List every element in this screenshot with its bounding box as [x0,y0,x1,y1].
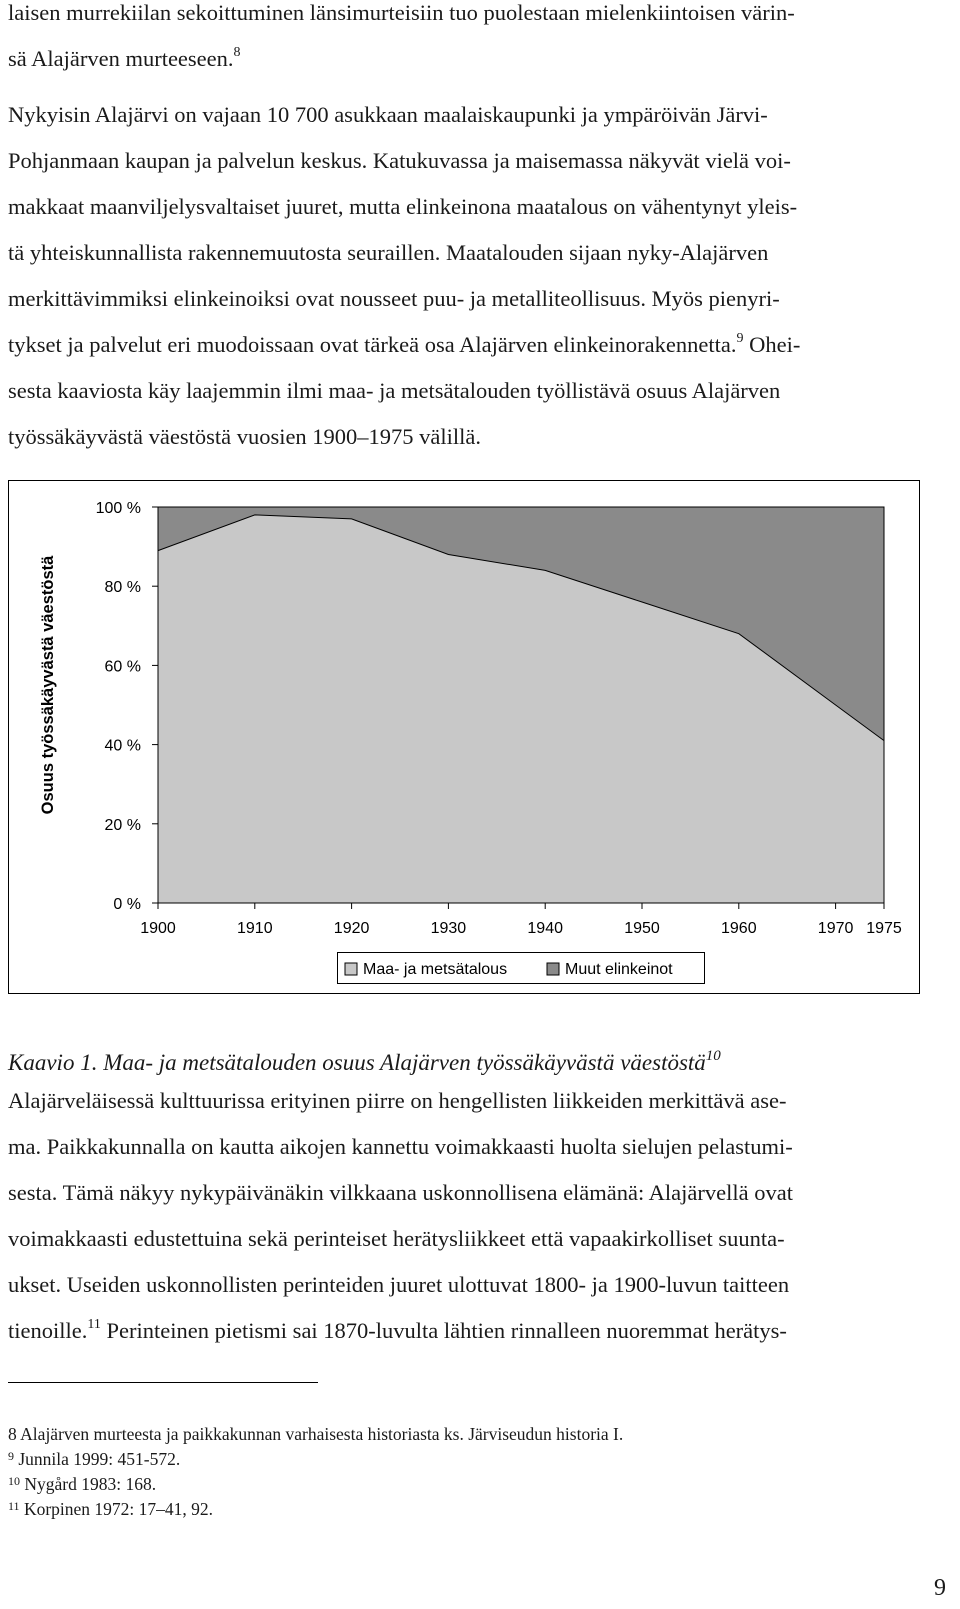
text-line: tä yhteiskunnallista rakennemuutosta seuraillen. Maatalouden sijaan nyky-Alajärven [8,240,769,265]
x-tick-label: 1950 [624,920,660,937]
x-tick-label: 1920 [333,920,370,937]
y-tick-label: 40 % [104,737,141,755]
footnote-11: $^{11}$ Korpinen 1972: 17–41, 92. [8,1499,214,1519]
paragraph-1 [8,0,934,82]
x-tick-label: 1900 [140,920,176,937]
footnote-8: 8 Alajärven murteesta ja paikkakunnan varhaisesta historiasta ks. Järviseudun historia I. [8,1424,624,1444]
footnote-ref: 9 [736,331,744,346]
text-line: sesta. Tämä näkyy nykypäivänäkin vilkkaana uskonnollisena elämänä: Alajärvellä ovat [8,1180,793,1205]
text-line: ma. Paikkakunnalla on kautta aikojen kannettu voimakkaasti huolta sielujen pelastumi- [8,1134,793,1159]
text-line: makkaat maanviljelysvaltaiset juuret, mutta elinkeinona maatalous on vähentynyt yleis- [8,194,798,219]
text-line: työssäkäyvästä väestöstä vuosien 1900–1975 välillä. [8,424,482,449]
text-line: tienoille.$^{11}$ Perinteinen pietismi sai 1870-luvulta lähtien rinnalleen nuoremmat herätys- [8,1317,787,1343]
text-line: merkittävimmiksi elinkeinoiksi ovat nousseet puu- ja metalliteollisuus. Myös pienyri- [8,286,780,311]
text-line: Nykyisin Alajärvi on vajaan 10 700 asukkaan maalaiskaupunki ja ympäröivän Järvi- [8,102,768,127]
legend-label-maa: Maa- ja metsätalous [363,961,508,978]
y-tick-label: 60 % [104,658,141,676]
x-tick-label: 1960 [721,920,757,937]
text-line: tykset ja palvelut eri muodoissaan ovat tärkeä osa Alajärven elinkeinorakennetta.$^9$ Ohei- [8,331,801,357]
y-axis-label: Osuus työssäkäyvästä väestöstä [39,555,57,815]
y-tick-label: 100 % [95,500,141,517]
footnote-9: $^9$ Junnila 1999: 451-572. [8,1449,181,1469]
legend [338,953,705,984]
x-tick-label: 1910 [237,920,273,937]
text-line: Alajärveläisessä kulttuurissa erityinen piirre on hengellisten liikkeiden merkittävä ase- [8,1088,787,1113]
figure-caption: Kaavio 1. Maa- ja metsätalouden osuus Alajärven työssäkäyvästä väestöstä$^{10}$ [8,1048,721,1075]
footnote-rule [8,1382,318,1383]
paragraph-3 [8,1078,934,1354]
plot-area [158,507,884,903]
y-tick-label: 80 % [104,579,141,597]
paragraph-2 [8,92,934,460]
legend-swatch-maa [345,963,357,975]
x-tick-label: 1930 [430,920,467,937]
text-line: Pohjanmaan kaupan ja palvelun keskus. Katukuvassa ja maisemassa näkyvät vielä voi- [8,148,791,173]
footnote-ref: 11 [87,1317,101,1332]
legend-label-muut: Muut elinkeinot [565,961,673,978]
x-tick-label: 1975 [866,920,902,937]
legend-swatch-muut [547,963,559,975]
x-tick-label: 1940 [527,920,563,937]
y-tick-label: 0 % [113,896,141,913]
text-line: sesta kaaviosta käy laajemmin ilmi maa- ja metsätalouden työllistävä osuus Alajärven [8,378,781,403]
text-line: ukset. Useiden uskonnollisten perinteiden juuret ulottuvat 1800- ja 1900-luvun taitteen [8,1272,790,1297]
footnote-10: $^{10}$ Nygård 1983: 168. [8,1474,157,1494]
y-tick-label: 20 % [104,816,141,834]
text-line: laisen murrekiilan sekoittuminen länsimurteisiin tuo puolestaan mielenkiintoisen värin- [8,0,795,25]
text-line: voimakkaasti edustettuina sekä perinteiset herätysliikkeet että vapaakirkolliset suunta- [8,1226,785,1251]
x-tick-label: 1970 [817,920,854,937]
page-number: 9 [934,1575,946,1601]
text-line: sä Alajärven murteeseen.$^8$ [8,45,241,71]
footnote-ref: 10 [705,1048,721,1064]
footnote-ref: 8 [233,45,241,60]
area-chart [8,480,920,994]
